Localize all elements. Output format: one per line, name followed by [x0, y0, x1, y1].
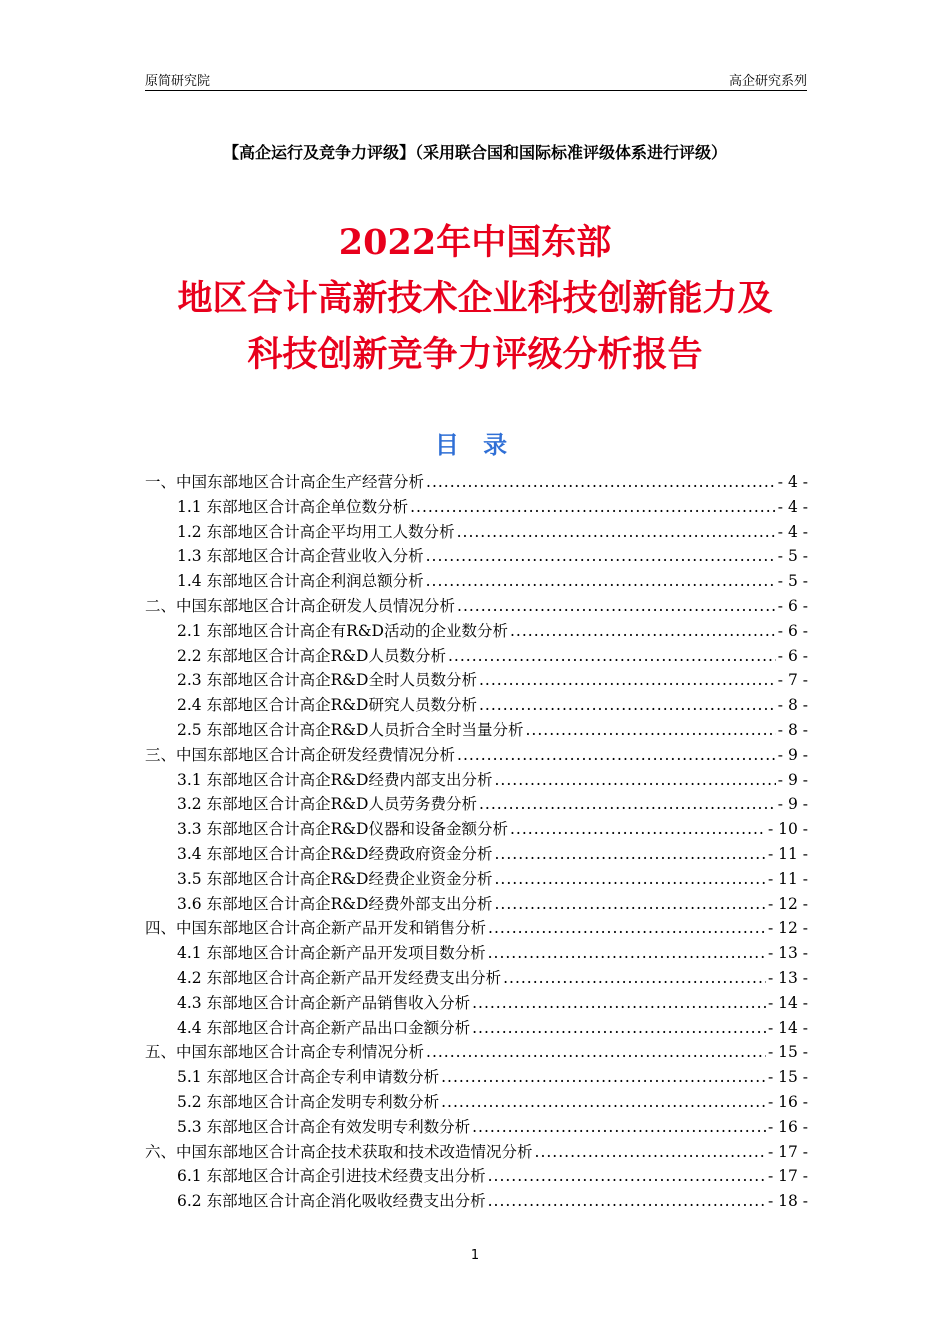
table-of-contents — [145, 470, 808, 1214]
toc-chapter-entry[interactable] — [145, 1140, 808, 1165]
toc-section-entry[interactable] — [145, 842, 808, 867]
toc-entry-page: - 11 - — [767, 844, 808, 863]
toc-dot-leader — [472, 1019, 766, 1037]
toc-chapter-entry[interactable] — [145, 470, 808, 495]
toc-entry-page: - 14 - — [767, 993, 808, 1012]
toc-entry-page: - 7 - — [777, 671, 808, 690]
report-title — [0, 215, 950, 383]
toc-dot-leader — [479, 671, 776, 689]
toc-section-entry[interactable] — [145, 1164, 808, 1189]
toc-dot-leader — [441, 1093, 766, 1111]
toc-entry-title: 4.3 东部地区合计高企新产品销售收入分析 — [177, 993, 471, 1012]
toc-chapter-entry[interactable] — [145, 743, 808, 768]
toc-entry-title: 1.1 东部地区合计高企单位数分析 — [177, 497, 409, 516]
toc-entry-page: - 6 - — [777, 621, 808, 640]
toc-dot-leader — [472, 1118, 766, 1136]
toc-chapter-entry[interactable] — [145, 916, 808, 941]
toc-entry-title: 3.5 东部地区合计高企R&D经费企业资金分析 — [177, 869, 493, 888]
toc-entry-page: - 13 - — [767, 944, 808, 963]
toc-dot-leader — [503, 969, 766, 987]
toc-section-entry[interactable] — [145, 892, 808, 917]
toc-section-entry[interactable] — [145, 941, 808, 966]
toc-entry-page: - 18 - — [767, 1192, 808, 1211]
toc-section-entry[interactable] — [145, 867, 808, 892]
toc-dot-leader — [488, 919, 766, 937]
toc-entry-title: 3.6 东部地区合计高企R&D经费外部支出分析 — [177, 894, 493, 913]
page-number: 1 — [470, 1248, 480, 1263]
toc-section-entry[interactable] — [145, 668, 808, 693]
toc-entry-title: 1.4 东部地区合计高企利润总额分析 — [177, 572, 424, 591]
toc-entry-page: - 17 - — [767, 1142, 808, 1161]
toc-entry-page: - 9 - — [777, 745, 808, 764]
toc-section-entry[interactable] — [145, 1090, 808, 1115]
toc-dot-leader — [535, 1143, 766, 1161]
toc-entry-page: - 6 - — [777, 646, 808, 665]
header-org-name: 原简研究院 — [145, 74, 211, 89]
toc-entry-title: 2.3 东部地区合计高企R&D全时人员数分析 — [177, 671, 477, 690]
toc-section-entry[interactable] — [145, 693, 808, 718]
toc-dot-leader — [488, 1167, 766, 1185]
report-subtitle: 【高企运行及竞争力评级】（采用联合国和国际标准评级体系进行评级） — [222, 143, 727, 162]
toc-entry-page: - 8 - — [777, 720, 808, 739]
toc-entry-page: - 8 - — [777, 696, 808, 715]
toc-dot-leader — [426, 473, 776, 491]
toc-entry-page: - 5 - — [777, 547, 808, 566]
toc-dot-leader — [510, 622, 776, 640]
toc-section-entry[interactable] — [145, 1189, 808, 1214]
toc-entry-page: - 6 - — [777, 596, 808, 615]
toc-entry-title: 2.1 东部地区合计高企有R&D活动的企业数分析 — [177, 621, 508, 640]
toc-chapter-entry[interactable] — [145, 1040, 808, 1065]
toc-dot-leader — [441, 1068, 766, 1086]
toc-entry-title: 4.1 东部地区合计高企新产品开发项目数分析 — [177, 944, 486, 963]
toc-dot-leader — [494, 845, 765, 863]
toc-dot-leader — [510, 820, 766, 838]
toc-dot-leader — [479, 696, 776, 714]
toc-entry-page: - 4 - — [777, 473, 808, 491]
toc-entry-title: 6.1 东部地区合计高企引进技术经费支出分析 — [177, 1167, 486, 1186]
toc-entry-page: - 9 - — [777, 770, 808, 789]
toc-dot-leader — [479, 795, 776, 813]
toc-entry-page: - 16 - — [767, 1092, 808, 1111]
toc-entry-title: 4.2 东部地区合计高企新产品开发经费支出分析 — [177, 968, 502, 987]
toc-entry-title: 6.2 东部地区合计高企消化吸收经费支出分析 — [177, 1192, 486, 1211]
toc-section-entry[interactable] — [145, 644, 808, 669]
toc-entry-page: - 4 - — [777, 522, 808, 541]
toc-section-entry[interactable] — [145, 966, 808, 991]
toc-section-entry[interactable] — [145, 718, 808, 743]
toc-entry-title: 四、中国东部地区合计高企新产品开发和销售分析 — [145, 919, 487, 938]
toc-section-entry[interactable] — [145, 495, 808, 520]
report-title-line: 科技创新竞争力评级分析报告 — [247, 334, 703, 375]
toc-heading: 目 录 — [434, 430, 516, 459]
toc-dot-leader — [457, 523, 776, 541]
toc-entry-page: - 4 - — [777, 497, 808, 516]
toc-section-entry[interactable] — [145, 792, 808, 817]
toc-entry-title: 5.3 东部地区合计高企有效发明专利数分析 — [177, 1117, 471, 1136]
toc-entry-page: - 15 - — [767, 1068, 808, 1087]
toc-entry-title: 3.2 东部地区合计高企R&D人员劳务费分析 — [177, 795, 477, 814]
toc-entry-page: - 17 - — [767, 1167, 808, 1186]
toc-entry-title: 五、中国东部地区合计高企专利情况分析 — [145, 1043, 425, 1062]
toc-section-entry[interactable] — [145, 619, 808, 644]
toc-section-entry[interactable] — [145, 1065, 808, 1090]
toc-entry-title: 2.4 东部地区合计高企R&D研究人员数分析 — [177, 696, 477, 715]
toc-chapter-entry[interactable] — [145, 594, 808, 619]
toc-section-entry[interactable] — [145, 544, 808, 569]
toc-entry-title: 三、中国东部地区合计高企研发经费情况分析 — [145, 745, 456, 764]
toc-dot-leader — [426, 572, 776, 590]
toc-entry-title: 一、中国东部地区合计高企生产经营分析 — [145, 473, 425, 491]
toc-dot-leader — [426, 1043, 766, 1061]
toc-entry-page: - 9 - — [777, 795, 808, 814]
toc-entry-page: - 14 - — [767, 1018, 808, 1037]
toc-entry-title: 3.3 东部地区合计高企R&D仪器和设备金额分析 — [177, 820, 508, 839]
toc-dot-leader — [448, 647, 776, 665]
toc-section-entry[interactable] — [145, 768, 808, 793]
toc-entry-page: - 15 - — [767, 1043, 808, 1062]
page-header — [145, 68, 807, 91]
toc-dot-leader — [457, 597, 776, 615]
toc-entry-title: 2.5 东部地区合计高企R&D人员折合全时当量分析 — [177, 720, 524, 739]
toc-dot-leader — [494, 771, 775, 789]
toc-section-entry[interactable] — [145, 569, 808, 594]
toc-dot-leader — [410, 498, 776, 516]
report-title-line: 地区合计高新技术企业科技创新能力及 — [177, 278, 773, 319]
toc-entry-title: 1.2 东部地区合计高企平均用工人数分析 — [177, 522, 455, 541]
toc-entry-title: 六、中国东部地区合计高企技术获取和技术改造情况分析 — [145, 1142, 533, 1161]
toc-entry-title: 5.2 东部地区合计高企发明专利数分析 — [177, 1092, 440, 1111]
toc-entry-page: - 5 - — [777, 572, 808, 591]
toc-section-entry[interactable] — [145, 1115, 808, 1140]
toc-dot-leader — [426, 547, 776, 565]
toc-entry-page: - 16 - — [767, 1117, 808, 1136]
toc-entry-page: - 10 - — [767, 820, 808, 839]
toc-section-entry[interactable] — [145, 520, 808, 545]
toc-section-entry[interactable] — [145, 991, 808, 1016]
toc-entry-title: 3.1 东部地区合计高企R&D经费内部支出分析 — [177, 770, 493, 789]
toc-dot-leader — [472, 994, 766, 1012]
toc-dot-leader — [457, 746, 776, 764]
toc-section-entry[interactable] — [145, 817, 808, 842]
report-title-line: 2022年中国东部 — [338, 222, 612, 263]
toc-entry-title: 4.4 东部地区合计高企新产品出口金额分析 — [177, 1018, 471, 1037]
toc-entry-title: 2.2 东部地区合计高企R&D人员数分析 — [177, 646, 446, 665]
toc-entry-title: 3.4 东部地区合计高企R&D经费政府资金分析 — [177, 844, 493, 863]
toc-dot-leader — [525, 721, 775, 739]
header-series-name: 高企研究系列 — [728, 74, 807, 89]
toc-entry-title: 1.3 东部地区合计高企营业收入分析 — [177, 547, 424, 566]
toc-entry-title: 二、中国东部地区合计高企研发人员情况分析 — [145, 596, 456, 615]
toc-entry-page: - 12 - — [767, 894, 808, 913]
toc-dot-leader — [488, 1192, 766, 1210]
toc-section-entry[interactable] — [145, 1016, 808, 1041]
toc-dot-leader — [488, 944, 766, 962]
toc-dot-leader — [494, 895, 765, 913]
toc-dot-leader — [494, 870, 765, 888]
toc-entry-page: - 13 - — [767, 968, 808, 987]
toc-entry-page: - 11 - — [767, 869, 808, 888]
toc-entry-page: - 12 - — [767, 919, 808, 938]
toc-entry-title: 5.1 东部地区合计高企专利申请数分析 — [177, 1068, 440, 1087]
